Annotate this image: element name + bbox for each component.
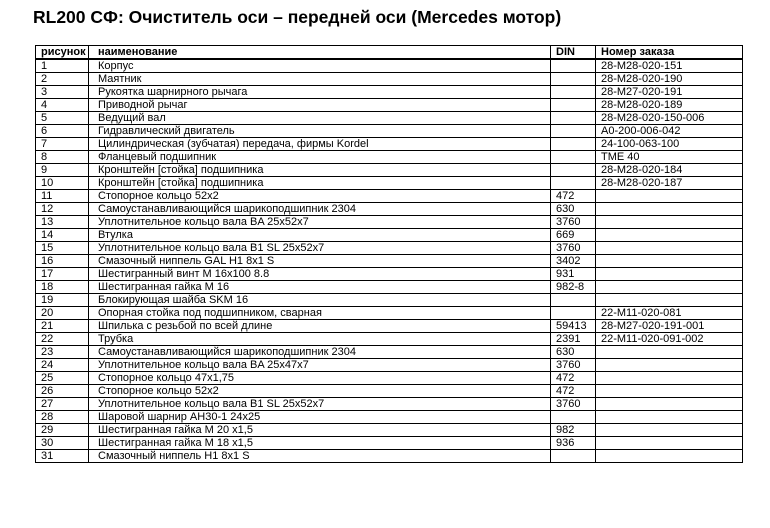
order-cell: 22-M11-020-091-002 [596, 333, 743, 346]
figure-cell: 9 [36, 164, 89, 177]
figure-cell: 6 [36, 125, 89, 138]
name-cell: Шестигранная гайка М 16 [89, 281, 551, 294]
figure-cell: 30 [36, 437, 89, 450]
figure-cell: 22 [36, 333, 89, 346]
table-row [36, 73, 743, 86]
page-title: RL200 СФ: Очиститель оси – передней оси (Mercedes мотор) [33, 7, 562, 27]
figure-cell: 7 [36, 138, 89, 151]
din-cell [551, 73, 596, 86]
figure-cell: 4 [36, 99, 89, 112]
table-row [36, 372, 743, 385]
din-cell: 630 [551, 346, 596, 359]
din-cell: 982 [551, 424, 596, 437]
table-row [36, 151, 743, 164]
order-cell [596, 255, 743, 268]
name-cell: Шестигранная гайка М 20 x1,5 [89, 424, 551, 437]
table-row [36, 59, 743, 73]
din-cell: 630 [551, 203, 596, 216]
name-cell: Уплотнительное кольцо вала B1 SL 25x52x7 [89, 398, 551, 411]
name-cell: Фланцевый подшипник [89, 151, 551, 164]
table-row [36, 268, 743, 281]
table-row [36, 190, 743, 203]
order-cell: 28-M28-020-189 [596, 99, 743, 112]
order-cell [596, 281, 743, 294]
din-cell: 59413 [551, 320, 596, 333]
order-cell: 28-M28-020-184 [596, 164, 743, 177]
din-cell: 472 [551, 385, 596, 398]
name-cell: Опорная стойка под подшипником, сварная [89, 307, 551, 320]
din-cell: 3760 [551, 398, 596, 411]
table-row [36, 398, 743, 411]
name-cell: Цилиндрическая (зубчатая) передача, фирмы Kordel [89, 138, 551, 151]
din-cell: 669 [551, 229, 596, 242]
figure-cell: 5 [36, 112, 89, 125]
figure-cell: 25 [36, 372, 89, 385]
table-row [36, 86, 743, 99]
order-cell: 24-100-063-100 [596, 138, 743, 151]
figure-cell: 10 [36, 177, 89, 190]
table-row [36, 177, 743, 190]
name-cell: Стопорное кольцо 52x2 [89, 385, 551, 398]
name-cell: Рукоятка шарнирного рычага [89, 86, 551, 99]
din-cell: 3760 [551, 216, 596, 229]
name-cell: Корпус [89, 59, 551, 73]
name-cell: Смазочный ниппель H1 8x1 S [89, 450, 551, 463]
table-body [36, 59, 743, 463]
order-cell [596, 372, 743, 385]
name-cell: Уплотнительное кольцо вала B1 SL 25x52x7 [89, 242, 551, 255]
din-cell [551, 86, 596, 99]
din-cell [551, 99, 596, 112]
din-cell [551, 59, 596, 73]
figure-cell: 3 [36, 86, 89, 99]
figure-cell: 20 [36, 307, 89, 320]
order-cell [596, 411, 743, 424]
din-cell [551, 177, 596, 190]
figure-cell: 21 [36, 320, 89, 333]
order-cell [596, 450, 743, 463]
figure-cell: 14 [36, 229, 89, 242]
name-cell: Ведущий вал [89, 112, 551, 125]
table-row [36, 229, 743, 242]
figure-cell: 1 [36, 59, 89, 73]
header-din: DIN [551, 46, 596, 60]
name-cell: Кронштейн [стойка] подшипника [89, 177, 551, 190]
order-cell: A0-200-006-042 [596, 125, 743, 138]
order-cell [596, 437, 743, 450]
order-cell: 28-M27-020-191 [596, 86, 743, 99]
din-cell: 2391 [551, 333, 596, 346]
table-row [36, 164, 743, 177]
name-cell: Трубка [89, 333, 551, 346]
name-cell: Кронштейн [стойка] подшипника [89, 164, 551, 177]
name-cell: Стопорное кольцо 52x2 [89, 190, 551, 203]
order-cell: 28-M28-020-150-006 [596, 112, 743, 125]
order-cell [596, 385, 743, 398]
order-cell [596, 346, 743, 359]
figure-cell: 28 [36, 411, 89, 424]
din-cell: 3760 [551, 242, 596, 255]
table-row [36, 203, 743, 216]
din-cell: 3760 [551, 359, 596, 372]
din-cell: 931 [551, 268, 596, 281]
figure-cell: 31 [36, 450, 89, 463]
figure-cell: 23 [36, 346, 89, 359]
table-row [36, 450, 743, 463]
name-cell: Шестигранный винт М 16x100 8.8 [89, 268, 551, 281]
order-cell: 28-M28-020-187 [596, 177, 743, 190]
table-row [36, 320, 743, 333]
din-cell: 472 [551, 190, 596, 203]
din-cell [551, 151, 596, 164]
header-figure: рисунок [36, 46, 89, 60]
name-cell: Шестигранная гайка М 18 x1,5 [89, 437, 551, 450]
figure-cell: 19 [36, 294, 89, 307]
table-row [36, 333, 743, 346]
figure-cell: 11 [36, 190, 89, 203]
table-row [36, 307, 743, 320]
figure-cell: 16 [36, 255, 89, 268]
order-cell [596, 216, 743, 229]
name-cell: Стопорное кольцо 47x1,75 [89, 372, 551, 385]
order-cell [596, 359, 743, 372]
order-cell: TME 40 [596, 151, 743, 164]
order-cell [596, 229, 743, 242]
header-order: Номер заказа [596, 46, 743, 60]
table-row [36, 255, 743, 268]
order-cell [596, 190, 743, 203]
table-row [36, 99, 743, 112]
name-cell: Шпилька с резьбой по всей длине [89, 320, 551, 333]
figure-cell: 18 [36, 281, 89, 294]
order-cell [596, 424, 743, 437]
header-name: наименование [89, 46, 551, 60]
name-cell: Уплотнительное кольцо вала BA 25x47x7 [89, 359, 551, 372]
table-header-row [36, 46, 743, 60]
din-cell: 3402 [551, 255, 596, 268]
table-row [36, 216, 743, 229]
parts-table [35, 45, 743, 463]
din-cell [551, 450, 596, 463]
name-cell: Втулка [89, 229, 551, 242]
order-cell [596, 398, 743, 411]
din-cell: 982-8 [551, 281, 596, 294]
din-cell [551, 411, 596, 424]
order-cell [596, 294, 743, 307]
din-cell [551, 164, 596, 177]
name-cell: Уплотнительное кольцо вала BA 25x52x7 [89, 216, 551, 229]
din-cell: 936 [551, 437, 596, 450]
figure-cell: 26 [36, 385, 89, 398]
name-cell: Маятник [89, 73, 551, 86]
din-cell [551, 112, 596, 125]
table-row [36, 411, 743, 424]
name-cell: Шаровой шарнир AH30-1 24x25 [89, 411, 551, 424]
table-row [36, 346, 743, 359]
table-row [36, 125, 743, 138]
table-row [36, 385, 743, 398]
figure-cell: 29 [36, 424, 89, 437]
table-row [36, 437, 743, 450]
table-row [36, 242, 743, 255]
order-cell: 28-M28-020-151 [596, 59, 743, 73]
din-cell: 472 [551, 372, 596, 385]
order-cell [596, 242, 743, 255]
table-row [36, 424, 743, 437]
name-cell: Блокирующая шайба SKM 16 [89, 294, 551, 307]
order-cell: 28-M28-020-190 [596, 73, 743, 86]
name-cell: Гидравлический двигатель [89, 125, 551, 138]
table-row [36, 112, 743, 125]
figure-cell: 8 [36, 151, 89, 164]
figure-cell: 15 [36, 242, 89, 255]
order-cell [596, 268, 743, 281]
name-cell: Самоустанавливающийся шарикоподшипник 2304 [89, 346, 551, 359]
din-cell [551, 138, 596, 151]
figure-cell: 27 [36, 398, 89, 411]
table-row [36, 359, 743, 372]
figure-cell: 13 [36, 216, 89, 229]
name-cell: Самоустанавливающийся шарикоподшипник 2304 [89, 203, 551, 216]
order-cell: 28-M27-020-191-001 [596, 320, 743, 333]
figure-cell: 24 [36, 359, 89, 372]
din-cell [551, 294, 596, 307]
figure-cell: 2 [36, 73, 89, 86]
figure-cell: 17 [36, 268, 89, 281]
name-cell: Приводной рычаг [89, 99, 551, 112]
order-cell [596, 203, 743, 216]
table-row [36, 138, 743, 151]
table-row [36, 294, 743, 307]
figure-cell: 12 [36, 203, 89, 216]
table-row [36, 281, 743, 294]
din-cell [551, 307, 596, 320]
din-cell [551, 125, 596, 138]
order-cell: 22-M11-020-081 [596, 307, 743, 320]
name-cell: Смазочный ниппель GAL H1 8x1 S [89, 255, 551, 268]
